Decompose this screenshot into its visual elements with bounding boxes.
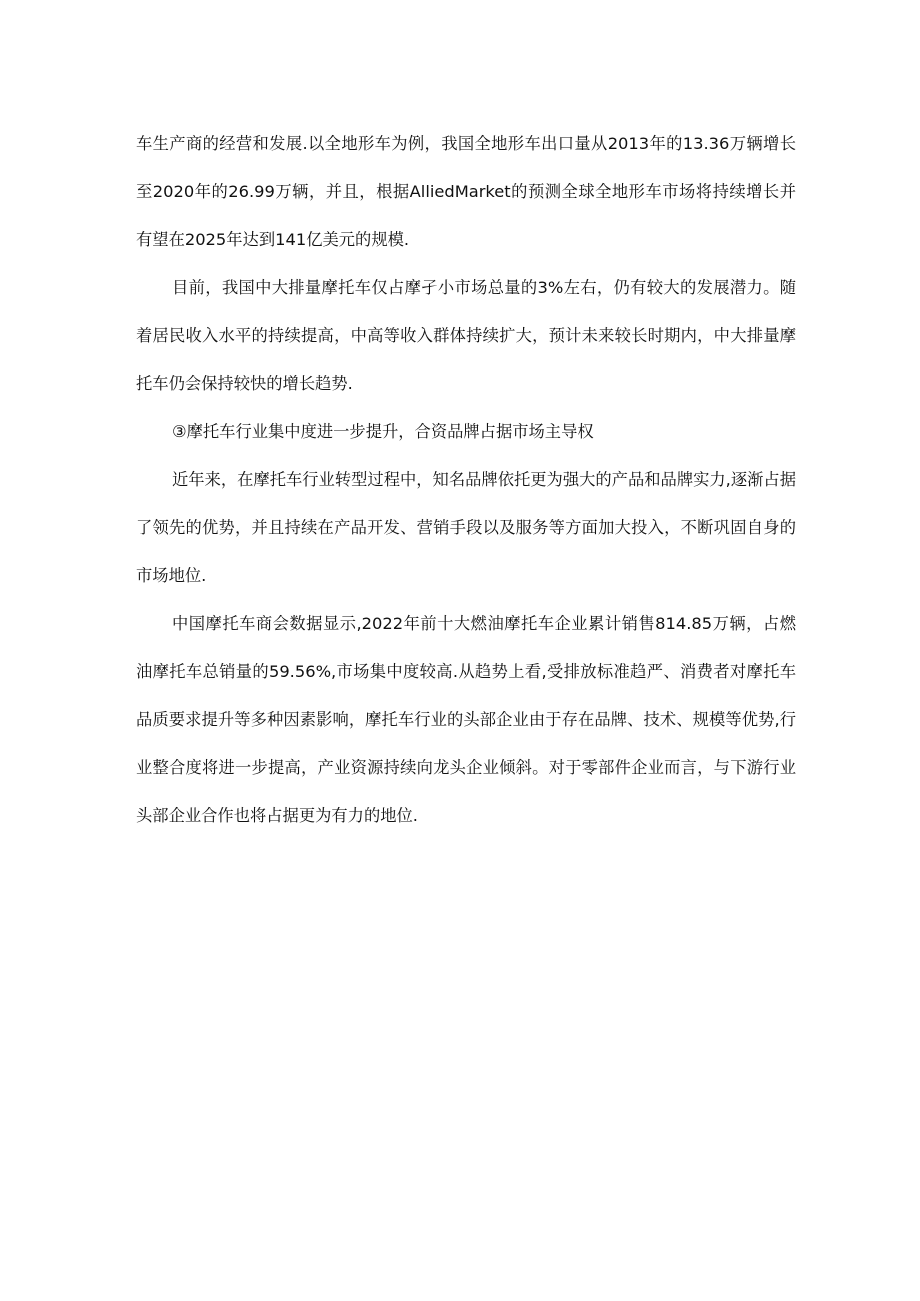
paragraph-atv-exports: 车生产商的经营和发展.以全地形车为例，我国全地形车出口量从2013年的13.36万辆增长至2020年的26.99万辆，并且，根据AlliedMarket的预测全球全地形车市场将持续增长并有望在2025年达到141亿美元的规模. xyxy=(136,134,796,249)
document-body xyxy=(136,120,796,840)
paragraph-large-displacement: 目前，我国中大排量摩托车仅占摩孑小市场总量的3%左右，仍有较大的发展潜力。随着居民收入水平的持续提高，中高等收入群体持续扩大，预计未来较长时期内，中大排量摩托车仍会保持较快的增长趋势. xyxy=(136,278,796,393)
section-heading-concentration: ③摩托车行业集中度进一步提升，合资品牌占据市场主导权 xyxy=(172,422,594,441)
paragraph-chamber-data: 中国摩托车商会数据显示,2022年前十大燃油摩托车企业累计销售814.85万辆，占燃油摩托车总销量的59.56%,市场集中度较高.从趋势上看,受排放标准趋严、消费者对摩托车品质要求提升等多种因素影响，摩托车行业的头部企业由于存在品牌、技术、规模等优势,行业整合度将进一步提高，产业资源持续向龙头企业倾斜。对于零部件企业而言，与下游行业头部企业合作也将占据更为有力的地位. xyxy=(136,614,796,825)
paragraph-brand-advantage: 近年来，在摩托车行业转型过程中，知名品牌依托更为强大的产品和品牌实力,逐渐占据了领先的优势，并且持续在产品开发、营销手段以及服务等方面加大投入，不断巩固自身的市场地位. xyxy=(136,470,796,585)
